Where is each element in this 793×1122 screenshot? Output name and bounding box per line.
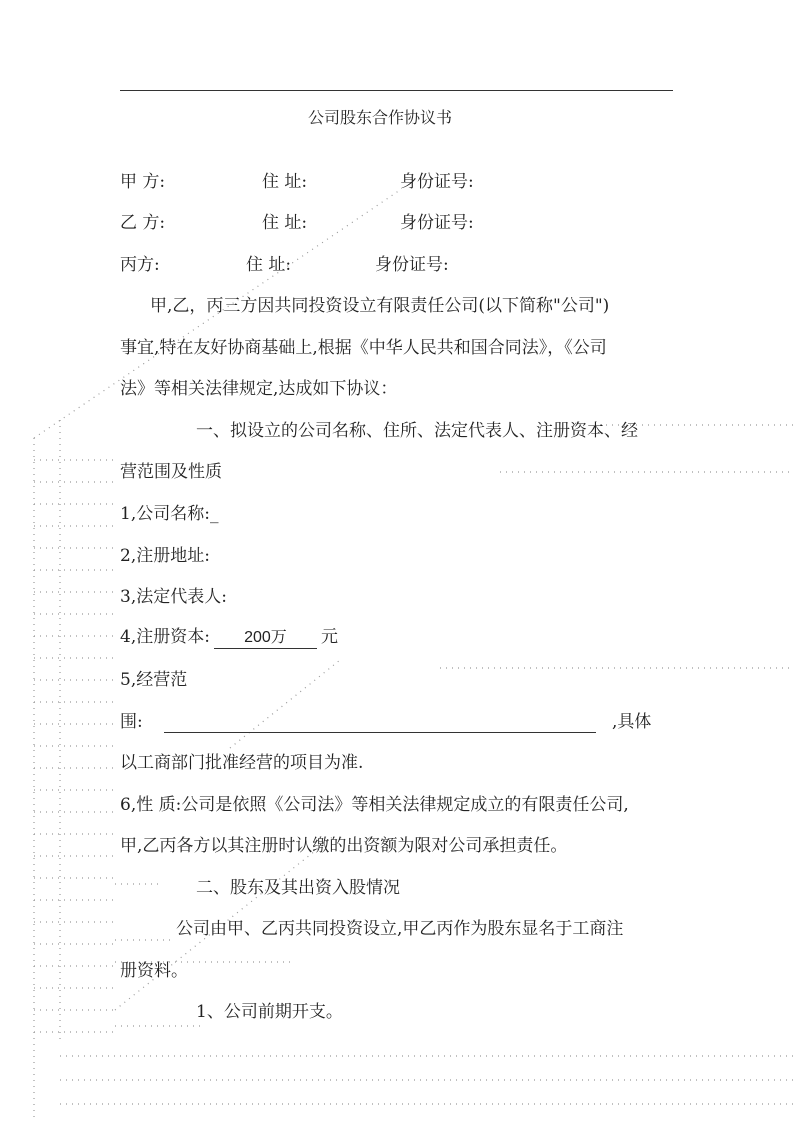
party-c-address-label: 住 址: [246,255,292,275]
legal-rep-line: 3,法定代表人: [120,587,227,607]
party-a-label: 甲 方: [120,172,166,192]
party-b-address-label: 住 址: [262,213,308,233]
intro-line-3: 法》等相关法律规定,达成如下协议： [120,379,398,399]
scope-suffix: ,具体 [612,712,652,732]
document-title: 公司股东合作协议书 [308,108,453,127]
registered-capital-line [120,627,338,649]
capital-value: 200万 [244,629,287,646]
registered-address-line: 2,注册地址: [120,546,210,566]
company-name-line: 1,公司名称:_ [120,504,219,524]
nature-line-1: 6,性 质:公司是依照《公司法》等相关法律规定成立的有限责任公司, [120,795,629,815]
header-rule [120,90,673,91]
business-scope-blank [164,732,596,733]
capital-label: 4,注册资本: [120,627,210,647]
section2-para-line2: 册资料。 [120,961,188,981]
section2-heading: 二、股东及其出资入股情况 [196,878,400,898]
scope-line-3: 以工商部门批准经营的项目为准. [120,753,364,773]
party-c-id-label: 身份证号: [375,255,449,275]
scope-label-2: 围: [120,712,143,732]
section2-item-1: 1、公司前期开支。 [196,1002,343,1022]
section1-heading-line2: 营范围及性质 [120,462,222,482]
section2-para-line1: 公司由甲、乙丙共同投资设立,甲乙丙作为股东显名于工商注 [176,919,624,939]
scope-label-1: 5,经营范 [120,670,188,690]
party-b-label: 乙 方: [120,213,166,233]
party-a-address-label: 住 址: [262,172,308,192]
intro-line-2: 事宜,特在友好协商基础上,根据《中华人民共和国合同法》，《公司 [120,338,607,358]
party-a-id-label: 身份证号: [400,172,474,192]
intro-line-1: 甲,乙，丙三方因共同投资设立有限责任公司(以下简称"公司") [150,296,610,316]
section1-heading-line1: 一、拟设立的公司名称、住所、法定代表人、注册资本、经 [196,421,638,441]
party-c-label: 丙方: [120,255,160,275]
capital-value-field [214,627,317,649]
capital-unit: 元 [320,627,338,647]
party-b-id-label: 身份证号: [400,213,474,233]
nature-line-2: 甲,乙丙各方以其注册时认缴的出资额为限对公司承担责任。 [120,836,568,856]
